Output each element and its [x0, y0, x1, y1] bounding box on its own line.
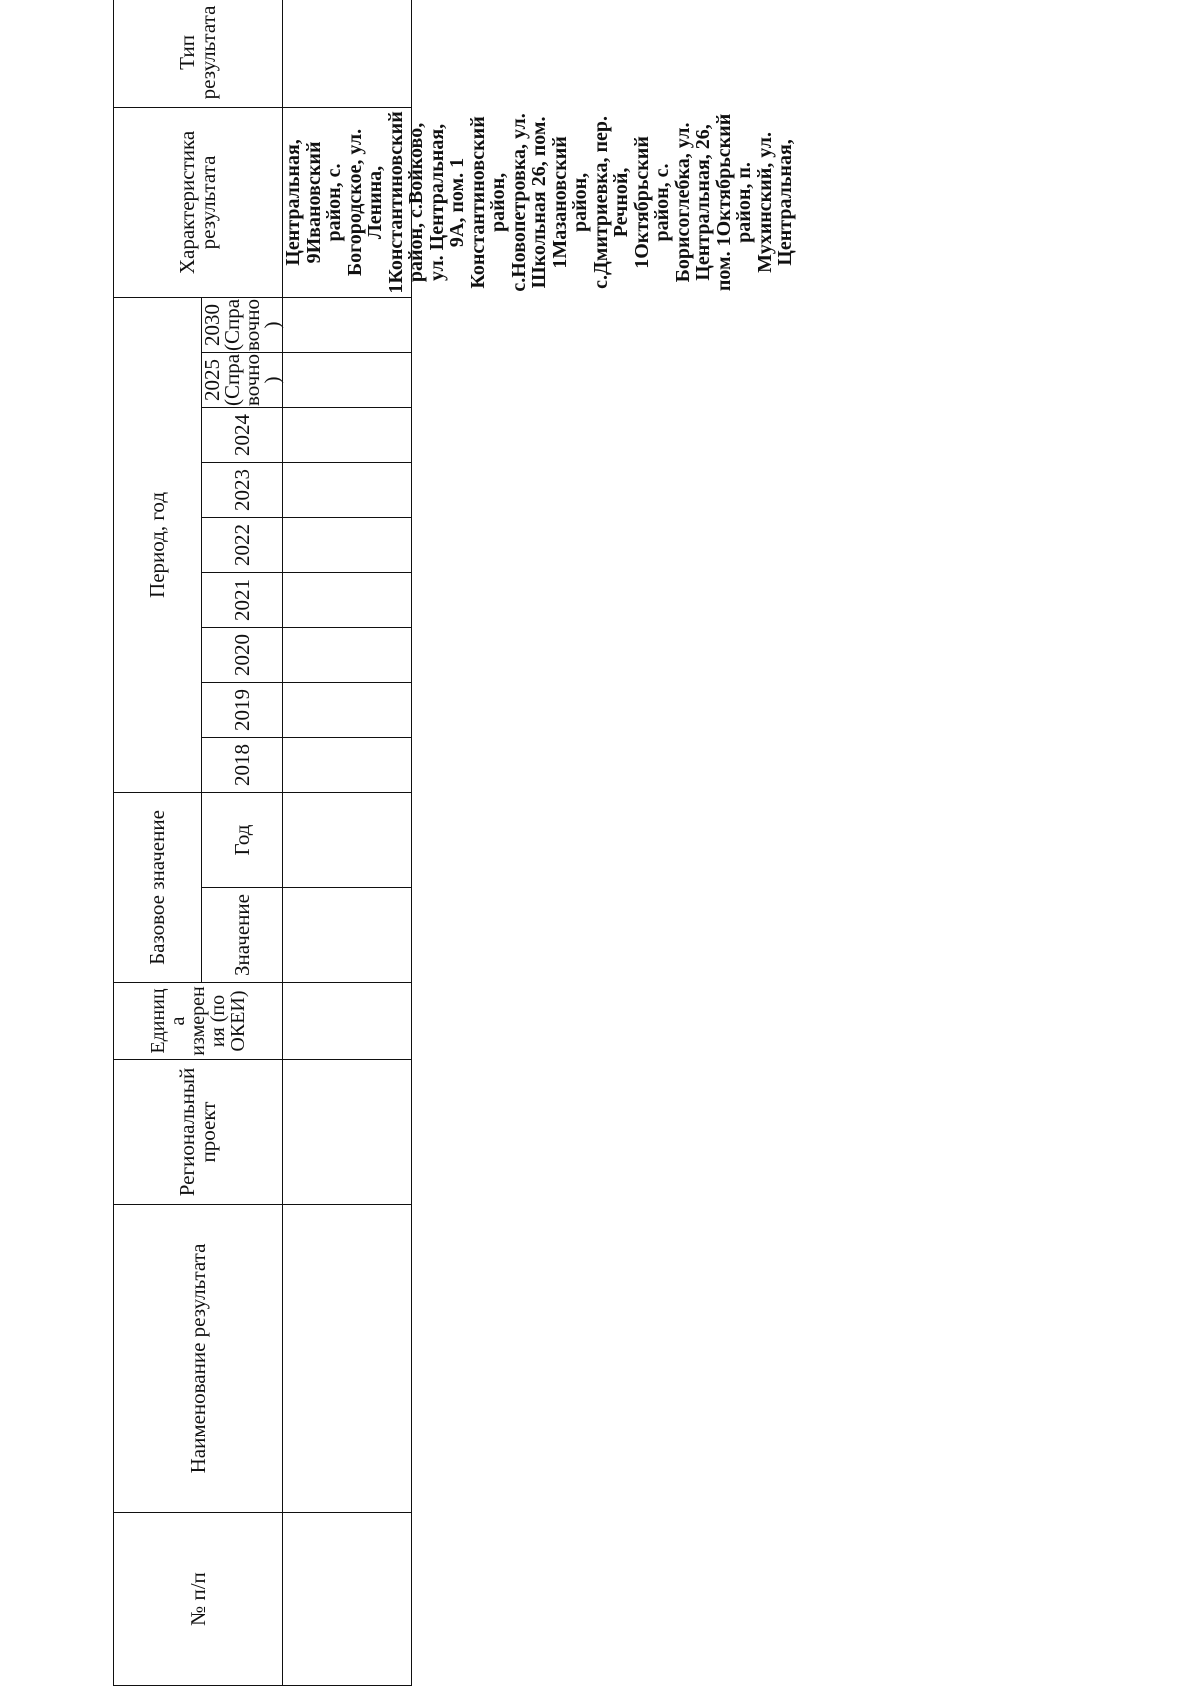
- header-year-2023: 2023: [202, 462, 283, 517]
- cell-2019: [283, 682, 412, 737]
- header-year-2022: 2022: [202, 517, 283, 572]
- header-period: Период, год: [114, 297, 202, 792]
- rotated-table-wrapper: [113, 5, 796, 1686]
- cell-2021: [283, 572, 412, 627]
- header-base-value-value: Значение: [202, 888, 283, 983]
- header-result-type: Тип результата: [114, 0, 283, 107]
- header-unit: Единица измерения (по ОКЕИ): [114, 983, 283, 1060]
- header-base-value: Базовое значение: [114, 792, 202, 982]
- header-year-2019: 2019: [202, 682, 283, 737]
- header-base-value-year: Год: [202, 792, 283, 887]
- cell-2020: [283, 627, 412, 682]
- cell-num: [283, 1513, 412, 1686]
- header-year-2021: 2021: [202, 572, 283, 627]
- cell-2022: [283, 517, 412, 572]
- cell-2023: [283, 462, 412, 517]
- cell-2025: [283, 352, 412, 407]
- results-table: [113, 0, 796, 1686]
- header-characteristic: Характеристика результата: [114, 107, 283, 297]
- cell-base-year: [283, 792, 412, 887]
- header-year-2024: 2024: [202, 407, 283, 462]
- characteristic-text: Центральная, 9Ивановский район, с. Богородское, ул. Ленина, 1Константиновский район, с.Войково, ул. Центральная, 9А, пом. 1 Константиновский район, с.Новопетровка, ул. Школьная 26, пом. 1Мазановский район, с.Дмитриевка, пер. Речной, 1Октябрьский район, с. Борисоглебка, ул. Центральная, 26, пом. 1Октябрьский район, п. Мухинский, ул. Центральная,: [282, 111, 796, 294]
- header-num: № п/п: [114, 1513, 283, 1686]
- header-regional-project: Региональный проект: [114, 1060, 283, 1205]
- header-year-2020: 2020: [202, 627, 283, 682]
- cell-base-value: [283, 888, 412, 983]
- header-year-2018: 2018: [202, 737, 283, 792]
- header-year-2030: 2030 (Справочно): [200, 298, 284, 351]
- cell-2018: [283, 737, 412, 792]
- header-year-2025: 2025 (Справочно): [200, 353, 284, 407]
- cell-2024: [283, 407, 412, 462]
- cell-characteristic: [282, 107, 796, 297]
- cell-unit: [283, 983, 412, 1060]
- cell-result-type: [283, 0, 412, 107]
- cell-result-name: [283, 1205, 412, 1513]
- cell-regional-project: [283, 1060, 412, 1205]
- cell-2030: [283, 297, 412, 352]
- header-result-name: Наименование результата: [114, 1205, 283, 1513]
